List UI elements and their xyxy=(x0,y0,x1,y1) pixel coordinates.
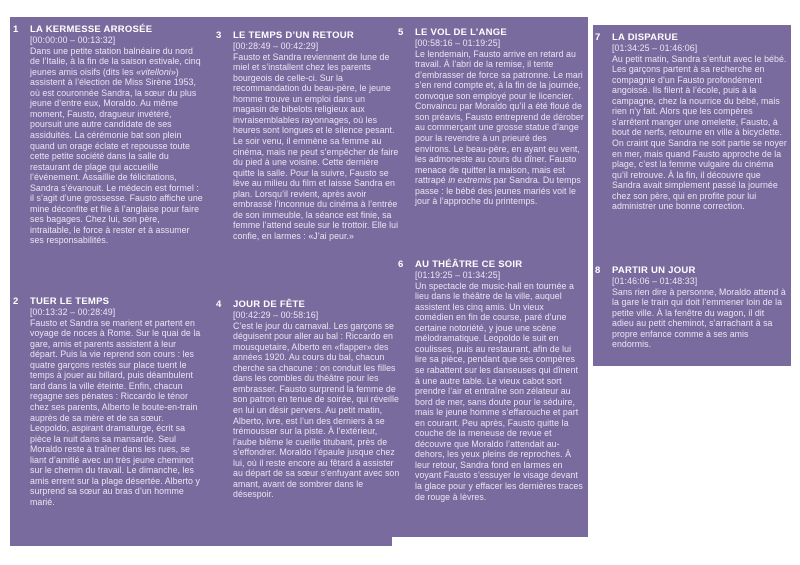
chapter-6 xyxy=(398,259,584,502)
chapter-number: 1 xyxy=(13,24,19,35)
chapter-timecode: [01:34:25 – 01:46:06] xyxy=(612,43,698,53)
chapter-body: Fausto et Sandra reviennent de lune de miel et s’installent chez les parents bourgeois de celle-ci. Sur la recommandation du beau-père, le jeune homme trouve un emploi dans un magasin de bibelots religieux aux invraisemblables rayonnages, où les heures sont longues et le silence pesant. Le soir venu, il emmène sa femme au cinéma, mais ne peut s’empêcher de faire du pied à une voisine. Cette dernière quitte la salle. Pour la suivre, Fausto se lève au milieu du film et laisse Sandra en plan. Lorsqu’il revient, après avoir embrassé l’inconnue du cinéma à l’entrée de son immeuble, la séance est finie, sa femme l’attend seule sur le trottoir. Elle lui confie, en larmes : «J’ai peur.» xyxy=(233,51,399,241)
chapter-title: LE TEMPS D’UN RETOUR xyxy=(233,30,354,41)
chapter-timecode: [00:28:49 – 00:42:29] xyxy=(233,41,319,51)
chapter-title: LA KERMESSE ARROSÉE xyxy=(30,24,153,35)
chapter-4 xyxy=(216,299,400,500)
chapter-body: Au petit matin, Sandra s’enfuit avec le bébé. Les garçons partent à sa recherche en compagnie d’un Fausto profondément angoissé. Ils filent à l’école, puis à la campagne, chez la nourrice du bébé, mais rien n’y fait. Alors que les compères s’arrêtent manger une omelette, Fausto, à bout de nerfs, retourne en ville à bicyclette. On craint que Sandra ne soit partie se noyer en mer, mais quand Fausto approche de la plage, c’est la femme vulgaire du cinéma qu’il retrouve. À la fin, il découvre que Sandra avait simplement passé la journée chez son père, qui en profite pour lui administrer une bonne correction. xyxy=(612,53,787,212)
chapter-title: LE VOL DE L’ANGE xyxy=(415,27,507,38)
chapter-7 xyxy=(595,32,787,212)
chapter-body: Le lendemain, Fausto arrive en retard au travail. À l’abri de la remise, il tente d’embrasser de force sa patronne. Le mari s’en rend compte et, à la fin de la journée, convoque son employé pour le licencier. Convaincu par Moraldo qu’il a été floué de son préavis, Fausto entreprend de dérober au commerçant une grosse statue d’ange pour la revendre à un prieuré des environs. Le beau-père, en ayant eu vent, les admoneste au cours du dîner. Fausto menace de quitter la maison, mais est rattrapé in extremis par Sandra. Du temps passe : le bébé des jeunes mariés voit le jour à l’approche du printemps. xyxy=(415,48,584,207)
chapter-3 xyxy=(216,30,400,241)
chapter-number: 7 xyxy=(595,32,601,43)
chapter-body: Un spectacle de music-hall en tournée a lieu dans le théâtre de la ville, auquel assistent les cinq amis. Un vieux comédien en fin de course, paré d’une certaine notoriété, y joue une scène mélodramatique. Leopoldo le suit en coulisses, puis au restaurant, afin de lui lire sa pièce, pendant que ses compères se rabattent sur les danseuses qui dînent à une autre table. Le vieux cabot sort prendre l’air et entraîne son zélateur au bord de mer, sans doute pour le séduire, mais le jeune homme s’effarouche et part en courant. Peu après, Fausto quitte la couche de la meneuse de revue et découvre que Moraldo l’attendait au-dehors, les yeux pleins de reproches. À leur retour, Sandra fond en larmes en voyant Fausto s’essuyer le visage devant la glace pour y effacer les dernières traces de rouge à lèvres. xyxy=(415,280,583,502)
chapter-5 xyxy=(398,27,584,207)
chapter-number: 2 xyxy=(13,296,19,307)
chapter-title: AU THÉÂTRE CE SOIR xyxy=(415,259,523,270)
chapter-body: Fausto et Sandra se marient et partent en voyage de noces à Rome. Sur le quai de la gare, amis et parents assistent à leur départ. Puis la vie reprend son cours : les quatre garçons restés sur place tuent le temps à jouer au billard, puis déambulent tard dans la ville éteinte. Enfin, chacun regagne ses pénates : Riccardo le ténor chez ses parents, Alberto le boute-en-train auprès de sa mère et de sa sœur. Leopoldo, aspirant dramaturge, écrit sa pièce la nuit dans sa mansarde. Seul Moraldo reste à traîner dans les rues, se liant d’amitié avec un très jeune cheminot sur le chemin du travail. Le dimanche, les amis errent sur la plage désertée. Alberto y surprend sa sœur au bras d’un homme marié. xyxy=(30,317,201,507)
chapter-body: Dans une petite station balnéaire du nord de l’Italie, à la fin de la saison estivale, cinq jeunes amis oisifs (dits les «vitelloni») assistent à l’élection de Miss Sirène 1953, où est couronnée Sandra, la sœur du plus jeune d’entre eux, Moraldo. Au même moment, Fausto, dragueur invétéré, poursuit une autre candidate de ses assiduités. La cérémonie bat son plein quand un orage éclate et repousse toute cette petite société dans la salle du restaurant de plage qui accueille l’événement. Assaillie de félicitations, Sandra s’évanouit. Le médecin est formel : il s’agit d’une grossesse. Fausto affiche une mine déconfite et file à l’anglaise pour faire ses bagages. Chez lui, son père, intraitable, le force à rester et à assumer ses responsabilités. xyxy=(30,45,203,246)
chapter-title: LA DISPARUE xyxy=(612,32,679,43)
chapter-body: C’est le jour du carnaval. Les garçons se déguisent pour aller au bal : Riccardo en mousquetaire, Alberto en «flapper» des années 1920. Au cours du bal, chacun cherche sa chacune : on conduit les filles dans les combles du théâtre pour les embrasser. Fausto surprend la femme de son patron en tenue de soirée, qui réveille en lui un désir pervers. Au petit matin, Alberto, ivre, est l’un des derniers à se trémousser sur la piste. À l’extérieur, l’aube blême le cueille titubant, près de s’effondrer. Moraldo l’épaule jusque chez lui, où il reste encore au fêtard à assister au départ de sa sœur s’enfuyant avec son amant, avant de sombrer dans le désespoir. xyxy=(233,320,400,500)
chapter-2 xyxy=(13,296,203,507)
chapter-timecode: [01:19:25 – 01:34:25] xyxy=(415,270,501,280)
chapter-number: 6 xyxy=(398,259,404,270)
chapter-title: TUER LE TEMPS xyxy=(30,296,110,307)
chapter-timecode: [00:00:00 – 00:13:32] xyxy=(30,35,116,45)
chapter-title: JOUR DE FÊTE xyxy=(233,299,306,310)
chapter-number: 5 xyxy=(398,27,404,38)
chapter-number: 3 xyxy=(216,30,222,41)
chapter-timecode: [00:58:16 – 01:19:25] xyxy=(415,38,501,48)
chapter-title: PARTIR UN JOUR xyxy=(612,265,696,276)
chapter-timecode: [00:42:29 – 00:58:16] xyxy=(233,310,319,320)
chapter-number: 4 xyxy=(216,299,222,310)
chapter-number: 8 xyxy=(595,265,601,276)
chapter-body: Sans rien dire à personne, Moraldo attend à la gare le train qui doit l’emmener loin de la petite ville. À la fenêtre du wagon, il dit adieu au petit cheminot, s’arrachant à sa propre enfance comme à ses amis endormis. xyxy=(612,286,786,350)
chapter-8 xyxy=(595,265,787,350)
chapter-1 xyxy=(13,24,203,246)
chapter-timecode: [01:46:06 – 01:48:33] xyxy=(612,276,698,286)
chapter-timecode: [00:13:32 – 00:28:49] xyxy=(30,307,116,317)
